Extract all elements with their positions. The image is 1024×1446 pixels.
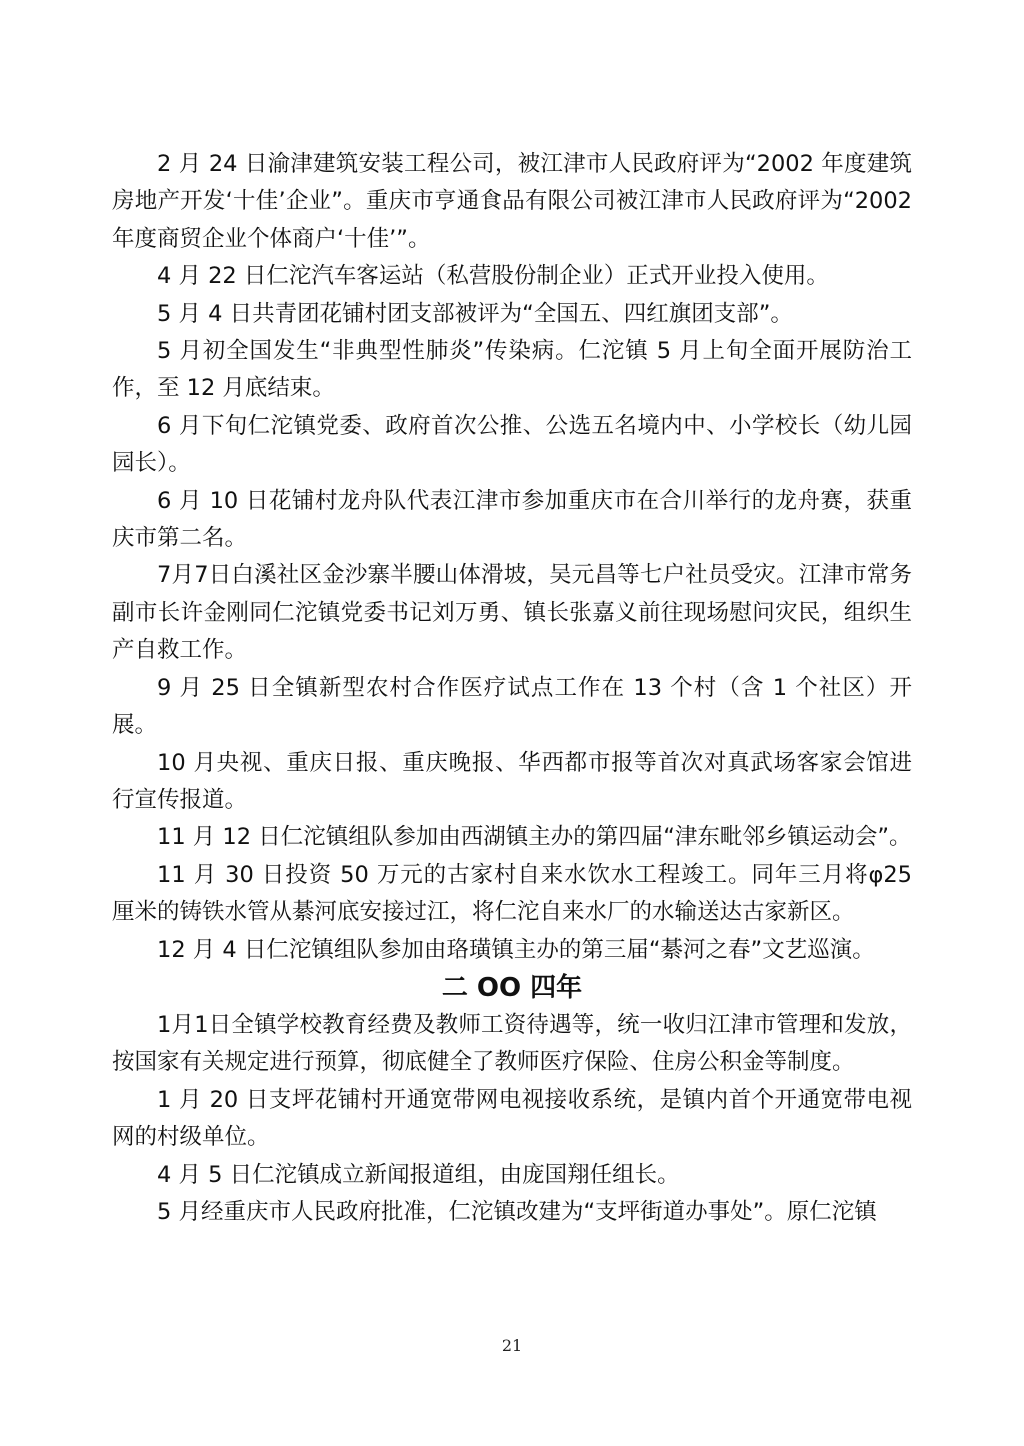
entry-2004-jan-20: 1 月 20 日支坪花铺村开通宽带网电视接收系统，是镇内首个开通宽带电视网的村级单位。: [112, 1086, 912, 1151]
entry-2004-jan-1: 1月1日全镇学校教育经费及教师工资待遇等，统一收归江津市管理和发放，按国家有关规定进行预算，彻底健全了教师医疗保险、住房公积金等制度。: [112, 1011, 912, 1076]
entry-2003-sep-25: 9 月 25 日全镇新型农村合作医疗试点工作在 13 个村（含 1 个社区）开展。: [112, 674, 912, 739]
entry-2003-oct: 10 月央视、重庆日报、重庆晚报、华西都市报等首次对真武场客家会馆进行宣传报道。: [112, 749, 912, 813]
page-number: 21: [501, 1336, 523, 1355]
entry-2003-feb-24: 2 月 24 日渝津建筑安装工程公司，被江津市人民政府评为“2002 年度建筑房地产开发‘十佳’企业”。重庆市亨通食品有限公司被江津市人民政府评为“2002 年度商贸企业个体商户‘十佳’”。: [112, 151, 912, 252]
entry-2003-nov-30: 11 月 30 日投资 50 万元的古家村自来水饮水工程竣工。同年三月将φ25 厘米的铸铁水管从綦河底安接过江，将仁沱自来水厂的水输送达古家新区。: [112, 861, 912, 926]
entry-2004-apr-5: 4 月 5 日仁沱镇成立新闻报道组，由庞国翔任组长。: [157, 1161, 680, 1188]
entry-2003-nov-12: 11 月 12 日仁沱镇组队参加由西湖镇主办的第四届“津东毗邻乡镇运动会”。: [157, 824, 912, 851]
entry-2004-may: 5 月经重庆市人民政府批准，仁沱镇改建为“支坪街道办事处”。原仁沱镇: [157, 1198, 877, 1225]
document-body: [112, 146, 912, 1231]
entry-2003-dec-4: 12 月 4 日仁沱镇组队参加由珞璜镇主办的第三届“綦河之春”文艺巡演。: [157, 936, 875, 963]
entry-2003-jun-10: 6 月 10 日花铺村龙舟队代表江津市参加重庆市在合川举行的龙舟赛，获重庆市第二名。: [112, 487, 912, 552]
entry-2003-jul-7: 7月7日白溪社区金沙寨半腰山体滑坡，吴元昌等七户社员受灾。江津市常务副市长许金刚同仁沱镇党委书记刘万勇、镇长张嘉义前往现场慰问灾民，组织生产自救工作。: [112, 562, 912, 664]
entry-2003-may-4: 5 月 4 日共青团花铺村团支部被评为“全国五、四红旗团支部”。: [157, 300, 793, 327]
year-heading-2004: 二 OO 四年: [441, 972, 583, 1003]
entry-2003-jun-late: 6 月下旬仁沱镇党委、政府首次公推、公选五名境内中、小学校长（幼儿园园长）。: [112, 412, 912, 477]
entry-2003-apr-22: 4 月 22 日仁沱汽车客运站（私营股份制企业）正式开业投入使用。: [157, 263, 829, 290]
entry-2003-may-sars: 5 月初全国发生“非典型性肺炎”传染病。仁沱镇 5 月上旬全面开展防治工作，至 12 月底结束。: [112, 338, 912, 402]
